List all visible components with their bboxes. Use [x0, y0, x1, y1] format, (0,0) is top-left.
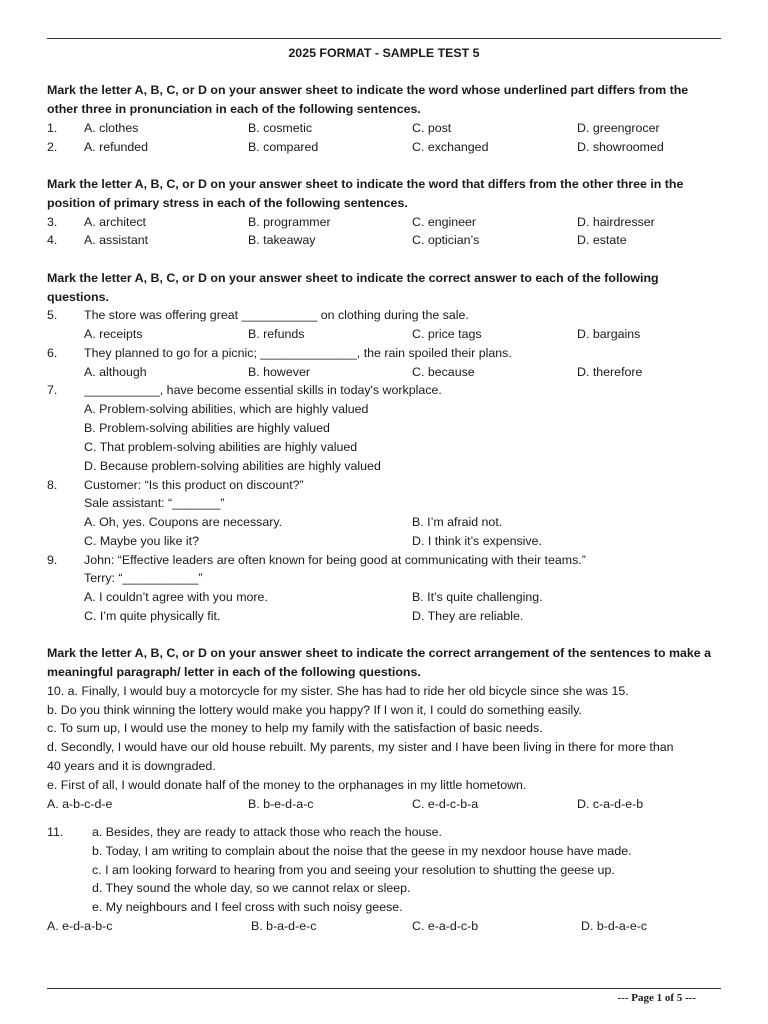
option-d: D. hairdresser — [577, 215, 655, 229]
question-number: 3. — [47, 215, 58, 229]
question-number: 1. — [47, 121, 58, 135]
question-text: They planned to go for a picnic; ______________, the rain spoiled their plans. — [84, 346, 512, 360]
question-4 — [47, 231, 728, 249]
question-number: 6. — [47, 346, 58, 360]
option-b: B. It’s quite challenging. — [412, 590, 543, 604]
question-6-stem — [47, 344, 728, 362]
question-5-options — [47, 325, 728, 343]
question-number: 5. — [47, 308, 58, 322]
option-b: B. Problem-solving abilities are highly valued — [84, 421, 330, 435]
option-d: D. I think it’s expensive. — [412, 534, 542, 548]
question-10-line-6: e. First of all, I would donate half of the money to the orphanages in my little hometown. — [47, 778, 527, 792]
option-d: D. bargains — [577, 327, 641, 341]
question-9-stem-2 — [47, 569, 728, 587]
option-b: B. I’m afraid not. — [412, 515, 503, 529]
question-7-option-b — [47, 419, 728, 437]
option-c: C. because — [412, 365, 475, 379]
instruction-3-line-2: questions. — [47, 290, 109, 304]
option-a: A. Problem-solving abilities, which are highly valued — [84, 402, 369, 416]
option-c: C. That problem-solving abilities are highly valued — [84, 440, 358, 454]
question-2 — [47, 138, 728, 156]
question-7-option-a — [47, 400, 728, 418]
option-a: A. refunded — [84, 140, 149, 154]
instruction-2-line-2: position of primary stress in each of the following sentences. — [47, 196, 408, 210]
question-text: John: “Effective leaders are often known for being good at communicating with their teams.” — [84, 553, 586, 567]
option-a: A. architect — [84, 215, 146, 229]
question-11-line-2 — [47, 842, 728, 860]
question-10-line-5: 40 years and it is downgraded. — [47, 759, 216, 773]
question-8-options-cd — [47, 532, 728, 550]
question-9-options-cd — [47, 607, 728, 625]
question-11-options — [47, 917, 728, 935]
option-a: A. Oh, yes. Coupons are necessary. — [84, 515, 283, 529]
instruction-3-line-1: Mark the letter A, B, C, or D on your answer sheet to indicate the correct answer to each of the following — [47, 271, 659, 285]
option-b: B. compared — [248, 140, 319, 154]
question-number: 2. — [47, 140, 58, 154]
option-b: B. cosmetic — [248, 121, 313, 135]
option-c: C. engineer — [412, 215, 477, 229]
question-11-line-1 — [47, 823, 728, 841]
question-text: Sale assistant: “_______” — [84, 496, 225, 510]
question-7-stem — [47, 381, 728, 399]
option-a: A. e-d-a-b-c — [47, 919, 113, 933]
option-c: C. Maybe you like it? — [84, 534, 200, 548]
question-7-option-c — [47, 438, 728, 456]
option-d: D. estate — [577, 233, 627, 247]
question-number: 11. — [47, 825, 64, 839]
question-8-stem — [47, 476, 728, 494]
option-d: D. They are reliable. — [412, 609, 524, 623]
question-10-line-2: b. Do you think winning the lottery would make you happy? If I won it, I could do something easily. — [47, 703, 582, 717]
question-1 — [47, 119, 728, 137]
question-9-stem — [47, 551, 728, 569]
option-c: C. optician’s — [412, 233, 480, 247]
option-c: C. I’m quite physically fit. — [84, 609, 221, 623]
option-c: C. e-a-d-c-b — [412, 919, 479, 933]
question-number: 7. — [47, 383, 58, 397]
option-a: A. receipts — [84, 327, 143, 341]
option-b: B. however — [248, 365, 310, 379]
option-c: C. price tags — [412, 327, 482, 341]
question-text: b. Today, I am writing to complain about the noise that the geese in my nexdoor house have made. — [92, 844, 632, 858]
option-d: D. greengrocer — [577, 121, 660, 135]
instruction-4-line-1: Mark the letter A, B, C, or D on your answer sheet to indicate the correct arrangement of the sentences to make a — [47, 646, 711, 660]
question-number: 8. — [47, 478, 58, 492]
option-c: C. post — [412, 121, 452, 135]
question-text: Terry: “___________” — [84, 571, 203, 585]
option-d: D. showroomed — [577, 140, 664, 154]
question-8-stem-2 — [47, 494, 728, 512]
option-b: B. b-e-d-a-c — [248, 797, 314, 811]
question-text: Customer: “Is this product on discount?” — [84, 478, 304, 492]
question-11-line-4 — [47, 879, 728, 897]
option-d: D. b-d-a-e-c — [581, 919, 648, 933]
page-title: 2025 FORMAT - SAMPLE TEST 5 — [288, 46, 480, 60]
instruction-1-line-1: Mark the letter A, B, C, or D on your answer sheet to indicate the word whose underlined part differs from the — [47, 83, 689, 97]
option-b: B. takeaway — [248, 233, 316, 247]
question-10-options — [47, 795, 728, 813]
option-b: B. b-a-d-e-c — [251, 919, 317, 933]
option-b: B. programmer — [248, 215, 331, 229]
question-number: 4. — [47, 233, 58, 247]
question-10-line-3: c. To sum up, I would use the money to help my family with the satisfaction of basic needs. — [47, 721, 543, 735]
question-text: e. My neighbours and I feel cross with such noisy geese. — [92, 900, 403, 914]
option-a: A. although — [84, 365, 147, 379]
option-d: D. Because problem-solving abilities are highly valued — [84, 459, 381, 473]
option-d: D. c-a-d-e-b — [577, 797, 644, 811]
question-10-line-1: 10. a. Finally, I would buy a motorcycle for my sister. She has had to ride her old bicycle since she was 15. — [47, 684, 629, 698]
question-text: ___________, have become essential skills in today's workplace. — [84, 383, 442, 397]
question-text: d. They sound the whole day, so we cannot relax or sleep. — [92, 881, 411, 895]
question-8-options-ab — [47, 513, 728, 531]
question-6-options — [47, 363, 728, 381]
question-text: c. I am looking forward to hearing from you and seeing your resolution to shutting the geese up. — [92, 863, 615, 877]
question-11-line-5 — [47, 898, 728, 916]
option-a: A. assistant — [84, 233, 149, 247]
option-b: B. refunds — [248, 327, 305, 341]
bottom-rule — [47, 988, 721, 989]
option-a: A. I couldn’t agree with you more. — [84, 590, 268, 604]
question-text: The store was offering great ___________ on clothing during the sale. — [84, 308, 469, 322]
question-number: 9. — [47, 553, 58, 567]
question-7-option-d — [47, 457, 728, 475]
question-text: a. Besides, they are ready to attack those who reach the house. — [92, 825, 442, 839]
top-rule — [47, 38, 721, 39]
instruction-1-line-2: other three in pronunciation in each of the following sentences. — [47, 102, 421, 116]
instruction-2-line-1: Mark the letter A, B, C, or D on your answer sheet to indicate the word that differs from the other three in the — [47, 177, 684, 191]
question-3 — [47, 213, 728, 231]
instruction-4-line-2: meaningful paragraph/ letter in each of the following questions. — [47, 665, 421, 679]
question-10-line-4: d. Secondly, I would have our old house rebuilt. My parents, my sister and I have been living in there for more than — [47, 740, 674, 754]
question-11-line-3 — [47, 861, 728, 879]
question-5-stem — [47, 306, 728, 324]
option-d: D. therefore — [577, 365, 643, 379]
question-9-options-ab — [47, 588, 728, 606]
page-number: --- Page 1 of 5 --- — [617, 992, 696, 1004]
option-a: A. a-b-c-d-e — [47, 797, 113, 811]
option-a: A. clothes — [84, 121, 139, 135]
option-c: C. exchanged — [412, 140, 489, 154]
option-c: C. e-d-c-b-a — [412, 797, 479, 811]
